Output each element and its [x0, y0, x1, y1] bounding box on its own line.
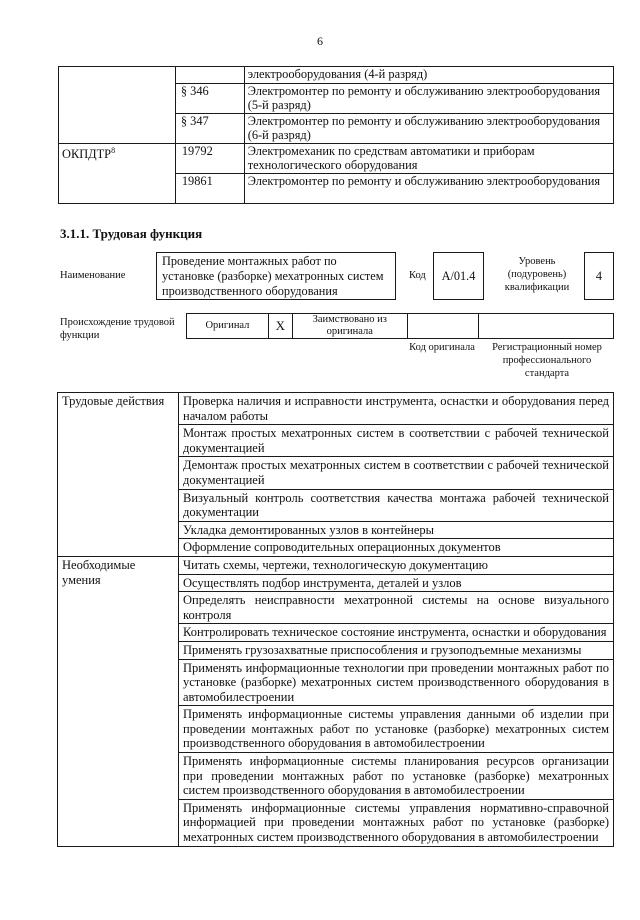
page-number: 6	[317, 34, 323, 48]
skill-cell: Применять информационные системы управления нормативно-справочной информацией при проведении монтажных работ по установке (разборке) мехатронных систем производственного оборудования в автомобилестроении	[179, 799, 614, 846]
function-code-box: A/01.4	[433, 252, 484, 300]
reg-number-caption: Регистрационный номер профессионального стандарта	[492, 342, 602, 379]
code-cell: 19861	[175, 174, 244, 204]
function-name-box: Проведение монтажных работ по установке (разборке) мехатронных систем производственного оборудования	[156, 252, 396, 300]
original-code-cell	[407, 314, 479, 339]
skill-cell: Применять грузозахватные приспособления и грузоподъемные механизмы	[179, 641, 614, 659]
skills-label-cell: Необходимые умения	[58, 556, 179, 846]
skill-cell: Определять неисправности мехатронной системы на основе визуального контроля	[179, 592, 614, 624]
code-original-caption: Код оригинала	[409, 342, 475, 353]
classifier-name: ОКПДТР	[62, 147, 112, 162]
code-cell: § 347	[175, 114, 244, 144]
code-cell: § 346	[175, 84, 244, 114]
code-label: Код	[409, 270, 426, 281]
original-mark-cell: X	[268, 314, 292, 339]
action-cell: Проверка наличия и исправности инструмента, оснастки и оборудования перед началом работы	[179, 393, 614, 425]
borrowed-cell: Заимствовано из оригинала	[292, 314, 407, 339]
skill-cell: Контролировать техническое состояние инструмента, оснастки и оборудования	[179, 624, 614, 642]
table-row	[187, 314, 614, 339]
action-cell: Оформление сопроводительных операционных документов	[179, 539, 614, 557]
reg-number-cell	[479, 314, 614, 339]
actions-label-cell: Трудовые действия	[58, 393, 179, 557]
classifier-table	[58, 66, 614, 204]
original-cell: Оригинал	[187, 314, 269, 339]
skill-cell: Применять информационные системы управления данными об изделии при проведении монтажных работ по установке (разборке) мехатронных систем производственного оборудования в автомобилестроении	[179, 706, 614, 753]
origin-table	[186, 313, 614, 339]
code-cell	[175, 67, 244, 84]
action-cell: Монтаж простых мехатронных систем в соответствии с рабочей технической документацией	[179, 425, 614, 457]
title-cell: Электромонтер по ремонту и обслуживанию электрооборудования (6-й разряд)	[244, 114, 613, 144]
classifier-cell	[59, 67, 176, 144]
title-cell: Электромонтер по ремонту и обслуживанию электрооборудования	[244, 174, 613, 204]
skill-cell: Осуществлять подбор инструмента, деталей и узлов	[179, 574, 614, 592]
section-title: 3.1.1. Трудовая функция	[60, 226, 203, 241]
title-cell: Электромонтер по ремонту и обслуживанию электрооборудования (5-й разряд)	[244, 84, 613, 114]
qualification-level-box: 4	[584, 252, 614, 300]
level-label: Уровень (подуровень) квалификации	[504, 256, 570, 293]
skill-cell: Читать схемы, чертежи, технологическую документацию	[179, 556, 614, 574]
table-row	[59, 144, 614, 174]
action-cell: Визуальный контроль соответствия качества монтажа рабочей технической документации	[179, 489, 614, 521]
table-row	[58, 393, 614, 425]
action-cell: Укладка демонтированных узлов в контейнеры	[179, 521, 614, 539]
classifier-cell	[59, 144, 176, 204]
function-details-table	[57, 392, 614, 847]
title-cell: Электромеханик по средствам автоматики и приборам технологического оборудования	[244, 144, 613, 174]
code-cell: 19792	[175, 144, 244, 174]
origin-label: Происхождение трудовой функции	[60, 317, 175, 341]
skill-cell: Применять информационные системы планирования ресурсов организации при проведении монтажных работ по установке (разборке) мехатронных систем производственного оборудования в автомобилестроении	[179, 753, 614, 800]
title-cell: электрооборудования (4-й разряд)	[244, 67, 613, 84]
table-row	[58, 556, 614, 574]
footnote-mark: 8	[111, 146, 116, 155]
name-label: Наименование	[60, 270, 126, 281]
action-cell: Демонтаж простых мехатронных систем в соответствии с рабочей технической документацией	[179, 457, 614, 489]
table-row	[59, 67, 614, 84]
skill-cell: Применять информационные технологии при проведении монтажных работ по установке (разборке) мехатронных систем производственного оборудования в автомобилестроении	[179, 659, 614, 706]
